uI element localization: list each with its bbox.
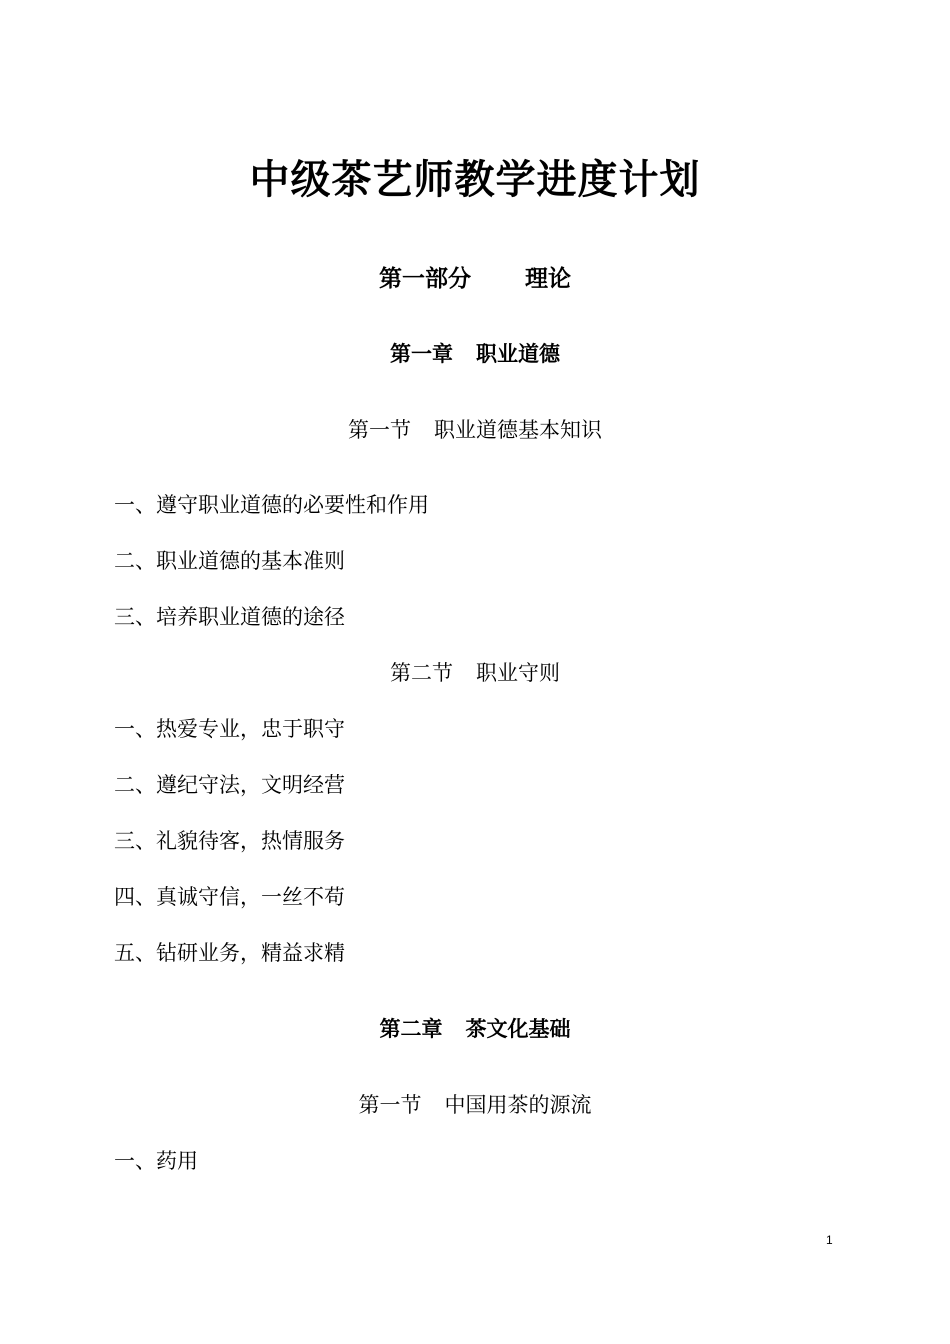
chapter-heading	[0, 1019, 950, 1040]
page-number: 1	[826, 1233, 833, 1247]
chapter-number: 第一章	[390, 342, 453, 366]
list-item: 二、遵纪守法，文明经营	[114, 773, 345, 797]
part-heading	[0, 268, 950, 291]
list-item: 三、礼貌待客，热情服务	[114, 829, 345, 853]
section-name: 中国用茶的源流	[444, 1093, 592, 1117]
list-item: 一、药用	[114, 1149, 198, 1173]
section-name: 职业道德基本知识	[434, 418, 602, 442]
section-number: 第一节	[358, 1093, 422, 1117]
section-heading	[0, 663, 950, 684]
section-name: 职业守则	[476, 661, 560, 685]
list-item: 五、钻研业务，精益求精	[114, 941, 345, 965]
part-name: 理论	[525, 266, 571, 292]
document-title: 中级茶艺师教学进度计划	[249, 157, 701, 203]
list-item: 三、培养职业道德的途径	[114, 605, 345, 629]
list-item: 一、遵守职业道德的必要性和作用	[114, 493, 429, 517]
section-heading	[0, 1095, 950, 1116]
part-number: 第一部分	[379, 266, 471, 292]
section-number: 第一节	[348, 418, 411, 442]
section-heading	[0, 420, 950, 441]
list-item: 一、热爱专业，忠于职守	[114, 717, 345, 741]
chapter-name: 茶文化基础	[465, 1017, 571, 1041]
list-item: 四、真诚守信，一丝不苟	[114, 885, 345, 909]
chapter-number: 第二章	[379, 1017, 443, 1041]
list-item: 二、职业道德的基本准则	[114, 549, 345, 573]
chapter-name: 职业道德	[476, 342, 560, 366]
chapter-heading	[0, 344, 950, 365]
section-number: 第二节	[390, 661, 453, 685]
